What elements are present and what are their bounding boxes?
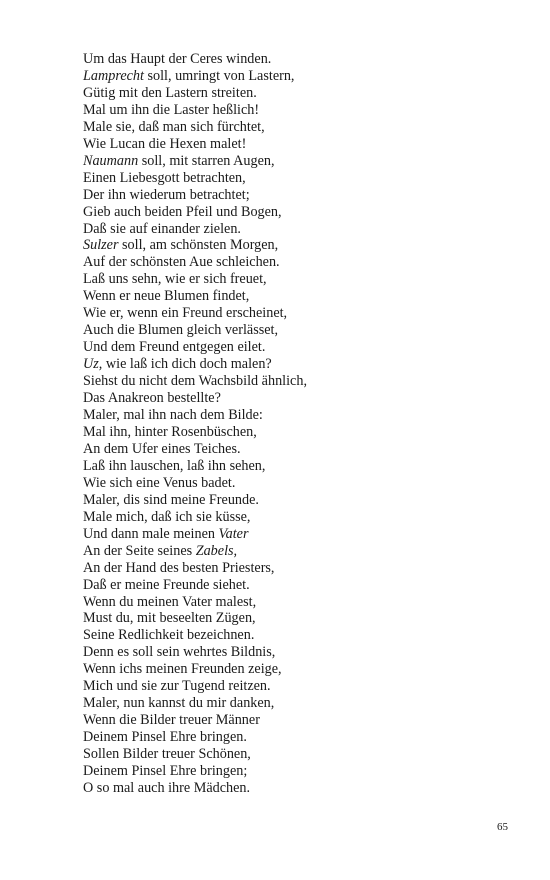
poem-segment: Mal ihn, hinter Rosenbüschen,	[83, 423, 257, 440]
poem-segment: Male mich, daß ich sie küsse,	[83, 508, 251, 525]
poem-line	[83, 763, 523, 780]
poem-line	[83, 594, 523, 611]
poem-segment: Wenn er neue Blumen findet,	[83, 288, 250, 305]
poem-line	[83, 339, 523, 356]
poem-line	[83, 102, 523, 119]
poem-segment: O so mal auch ihre Mädchen.	[83, 779, 251, 796]
poem-line	[83, 509, 523, 526]
poem-segment: soll, am schönsten Morgen,	[118, 237, 279, 254]
poem-segment: Wie Lucan die Hexen malet!	[83, 135, 247, 152]
poem-line	[83, 441, 523, 458]
poem-line	[83, 695, 523, 712]
poem-line	[83, 68, 523, 85]
poem-line	[83, 322, 523, 339]
poem-segment: Must du, mit beseelten Zügen,	[83, 610, 256, 627]
poem-segment: Daß er meine Freunde siehet.	[83, 576, 250, 593]
poem-segment: Wenn du meinen Vater malest,	[83, 593, 257, 610]
poem-segment: Wenn die Bilder treuer Männer	[83, 712, 260, 729]
poem-segment: Deinem Pinsel Ehre bringen.	[83, 729, 247, 746]
poem-segment: Deinem Pinsel Ehre bringen;	[83, 763, 248, 780]
poem-line	[83, 153, 523, 170]
poem-segment: Der ihn wiederum betrachtet;	[83, 186, 250, 203]
poem-text	[83, 51, 523, 797]
poem-segment: Maler, mal ihn nach dem Bilde:	[83, 407, 263, 424]
poem-segment: An der Seite seines	[83, 542, 196, 559]
poem-segment: An der Hand des besten Priesters,	[83, 559, 275, 576]
poem-line	[83, 407, 523, 424]
poem-segment: Gütig mit den Lastern streiten.	[83, 84, 257, 101]
poem-segment: Wie sich eine Venus badet.	[83, 474, 236, 491]
poem-segment: Das Anakreon bestellte?	[83, 390, 221, 407]
poem-line	[83, 560, 523, 577]
poem-line	[83, 526, 523, 543]
poem-line	[83, 678, 523, 695]
poem-segment: Auch die Blumen gleich verlässet,	[83, 322, 279, 339]
poem-line	[83, 288, 523, 305]
poem-line	[83, 746, 523, 763]
poem-line	[83, 51, 523, 68]
poem-line	[83, 119, 523, 136]
poem-segment: soll, mit starren Augen,	[138, 152, 275, 169]
poem-segment: Und dem Freund entgegen eilet.	[83, 339, 266, 356]
poem-italic-name: Uz,	[83, 356, 103, 373]
poem-segment: soll, umringt von Lastern,	[143, 67, 295, 84]
poem-line	[83, 627, 523, 644]
poem-segment: An dem Ufer eines Teiches.	[83, 440, 241, 457]
poem-line	[83, 712, 523, 729]
poem-italic-name: Vater	[218, 525, 249, 542]
poem-line	[83, 577, 523, 594]
poem-segment: Maler, nun kannst du mir danken,	[83, 695, 275, 712]
poem-segment: Mal um ihn die Laster heßlich!	[83, 101, 260, 118]
poem-line	[83, 475, 523, 492]
poem-segment: Male sie, daß man sich fürchtet,	[83, 118, 265, 135]
poem-line	[83, 729, 523, 746]
poem-segment: Auf der schönsten Aue schleichen.	[83, 254, 280, 271]
poem-segment: Einen Liebesgott betrachten,	[83, 169, 246, 186]
poem-italic-name: Lamprecht	[83, 67, 144, 84]
poem-line	[83, 170, 523, 187]
poem-line	[83, 390, 523, 407]
poem-segment: Mich und sie zur Tugend reitzen.	[83, 678, 271, 695]
poem-line	[83, 254, 523, 271]
poem-segment: Wenn ichs meinen Freunden zeige,	[83, 661, 282, 678]
poem-line	[83, 221, 523, 238]
poem-segment: Sollen Bilder treuer Schönen,	[83, 746, 251, 763]
poem-segment: Laß uns sehn, wie er sich freuet,	[83, 271, 267, 288]
poem-italic-name: Zabels,	[195, 542, 238, 559]
poem-line	[83, 237, 523, 254]
page-number: 65	[497, 821, 508, 833]
poem-line	[83, 204, 523, 221]
poem-line	[83, 644, 523, 661]
poem-segment: Um das Haupt der Ceres winden.	[83, 51, 272, 67]
poem-line	[83, 356, 523, 373]
poem-line	[83, 373, 523, 390]
poem-segment: Denn es soll sein wehrtes Bildnis,	[83, 644, 276, 661]
poem-line	[83, 661, 523, 678]
poem-line	[83, 187, 523, 204]
poem-segment: Daß sie auf einander zielen.	[83, 220, 241, 237]
poem-segment: Laß ihn lauschen, laß ihn sehen,	[83, 457, 266, 474]
poem-line	[83, 136, 523, 153]
poem-segment: Maler, dis sind meine Freunde.	[83, 491, 259, 508]
poem-line	[83, 610, 523, 627]
poem-segment: Gieb auch beiden Pfeil und Bogen,	[83, 203, 282, 220]
poem-segment: Wie er, wenn ein Freund erscheinet,	[83, 305, 288, 322]
poem-italic-name: Naumann	[83, 152, 139, 169]
poem-line	[83, 458, 523, 475]
poem-segment: wie laß ich dich doch malen?	[102, 356, 272, 373]
poem-segment: Siehst du nicht dem Wachsbild ähnlich,	[83, 373, 307, 390]
poem-line	[83, 492, 523, 509]
poem-segment: Seine Redlichkeit bezeichnen.	[83, 627, 255, 644]
poem-line	[83, 271, 523, 288]
poem-segment: Und dann male meinen	[83, 525, 219, 542]
poem-line	[83, 305, 523, 322]
poem-line	[83, 780, 523, 797]
poem-line	[83, 424, 523, 441]
poem-italic-name: Sulzer	[83, 237, 119, 254]
poem-line	[83, 543, 523, 560]
poem-line	[83, 85, 523, 102]
